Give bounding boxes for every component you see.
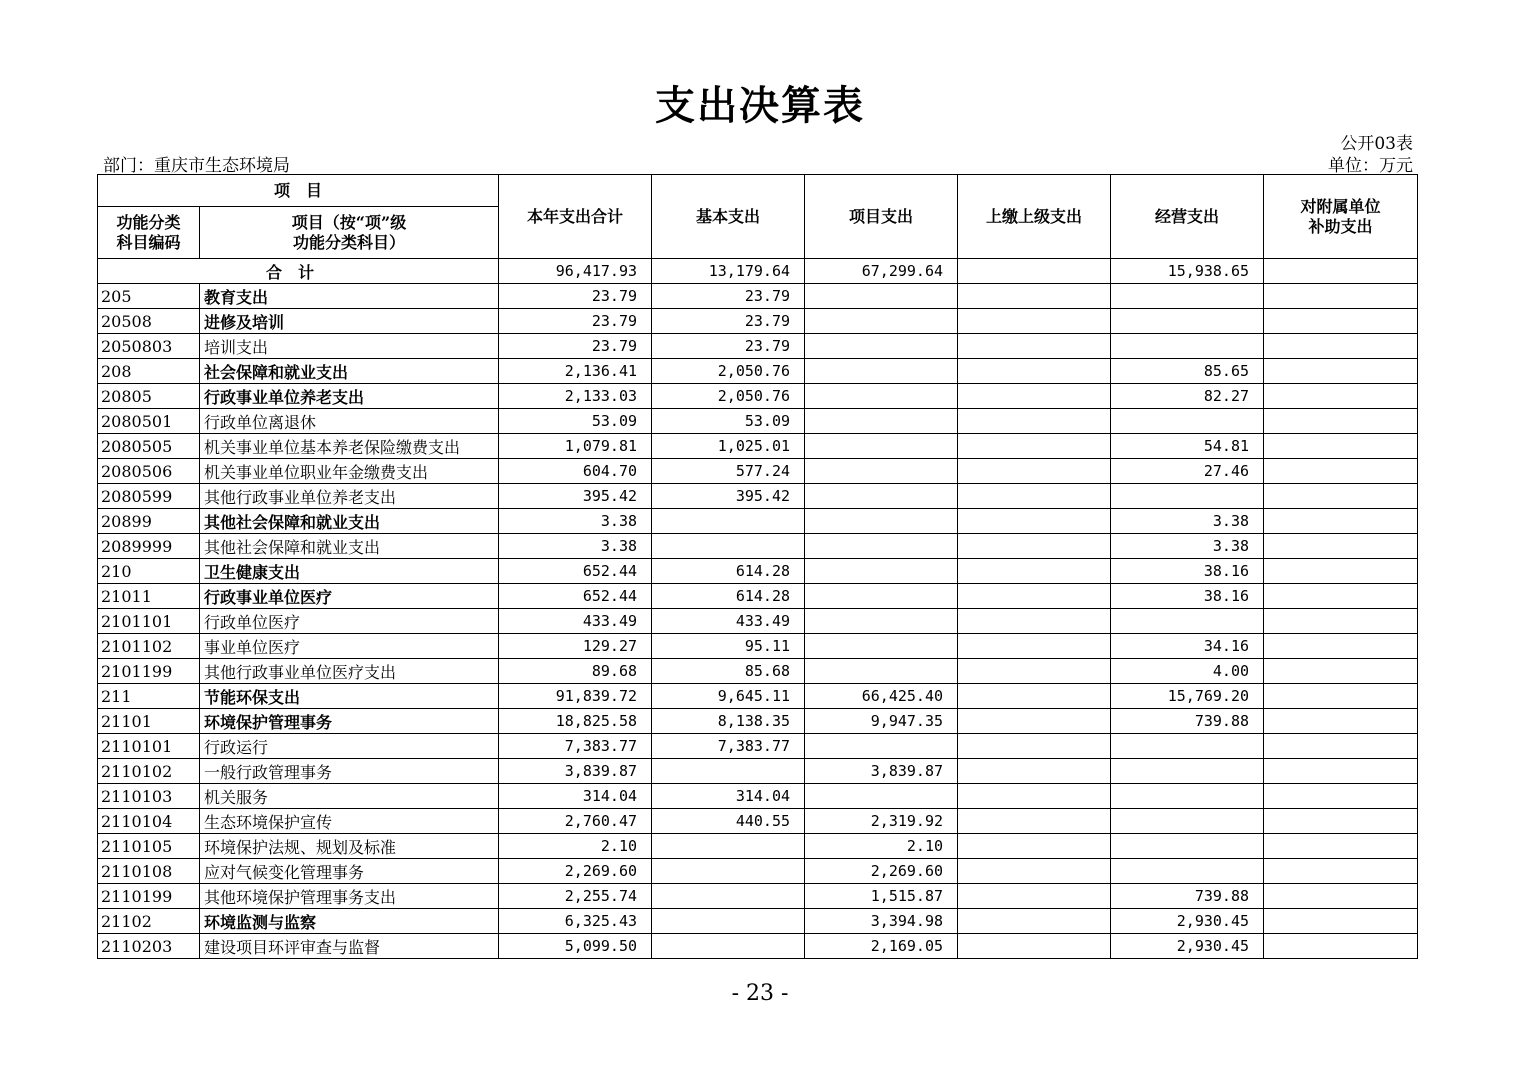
row-project: 66,425.40 [805, 684, 958, 709]
row-operating [1111, 309, 1264, 334]
row-name: 其他社会保障和就业支出 [200, 534, 499, 559]
row-upper [958, 809, 1111, 834]
row-name: 建设项目环评审查与监督 [200, 934, 499, 959]
row-project: 3,394.98 [805, 909, 958, 934]
row-basic: 8,138.35 [652, 709, 805, 734]
row-project: 2,269.60 [805, 859, 958, 884]
row-operating: 3.38 [1111, 509, 1264, 534]
row-upper [958, 359, 1111, 384]
row-operating: 739.88 [1111, 884, 1264, 909]
row-total: 18,825.58 [499, 709, 652, 734]
row-basic: 614.28 [652, 584, 805, 609]
table-row [98, 384, 1418, 409]
row-project [805, 409, 958, 434]
table-row [98, 659, 1418, 684]
row-upper [958, 859, 1111, 884]
row-total: 3.38 [499, 509, 652, 534]
row-upper [958, 484, 1111, 509]
row-operating: 27.46 [1111, 459, 1264, 484]
row-code: 2050803 [98, 334, 200, 359]
header-project: 项目支出 [805, 175, 958, 259]
row-code: 205 [98, 284, 200, 309]
row-project: 9,947.35 [805, 709, 958, 734]
header-operating: 经营支出 [1111, 175, 1264, 259]
row-project [805, 309, 958, 334]
row-subsidy [1264, 484, 1418, 509]
form-number: 公开03表 [1340, 134, 1413, 154]
row-total: 91,839.72 [499, 684, 652, 709]
row-name: 行政单位医疗 [200, 609, 499, 634]
table-row [98, 759, 1418, 784]
row-basic: 433.49 [652, 609, 805, 634]
row-subsidy [1264, 909, 1418, 934]
row-project [805, 734, 958, 759]
row-project: 2,319.92 [805, 809, 958, 834]
header-subsidy: 对附属单位 补助支出 [1264, 175, 1418, 259]
row-project [805, 284, 958, 309]
row-subsidy [1264, 534, 1418, 559]
total-total: 96,417.93 [499, 259, 652, 284]
row-operating: 3.38 [1111, 534, 1264, 559]
row-total: 2,269.60 [499, 859, 652, 884]
row-upper [958, 934, 1111, 959]
row-basic: 23.79 [652, 334, 805, 359]
header-total: 本年支出合计 [499, 175, 652, 259]
row-subsidy [1264, 859, 1418, 884]
row-operating [1111, 409, 1264, 434]
row-basic [652, 509, 805, 534]
row-upper [958, 409, 1111, 434]
table-row [98, 684, 1418, 709]
table-row [98, 709, 1418, 734]
total-basic: 13,179.64 [652, 259, 805, 284]
table-row [98, 934, 1418, 959]
row-project: 2,169.05 [805, 934, 958, 959]
row-code: 2089999 [98, 534, 200, 559]
row-total: 2,255.74 [499, 884, 652, 909]
row-basic: 395.42 [652, 484, 805, 509]
row-operating [1111, 784, 1264, 809]
row-name: 培训支出 [200, 334, 499, 359]
row-project: 2.10 [805, 834, 958, 859]
row-operating [1111, 859, 1264, 884]
unit-label: 单位：万元 [1328, 156, 1413, 176]
row-basic: 53.09 [652, 409, 805, 434]
row-name: 进修及培训 [200, 309, 499, 334]
row-project [805, 634, 958, 659]
row-total: 129.27 [499, 634, 652, 659]
row-code: 2080501 [98, 409, 200, 434]
row-total: 652.44 [499, 559, 652, 584]
row-code: 2110108 [98, 859, 200, 884]
row-total: 2,760.47 [499, 809, 652, 834]
row-code: 2101102 [98, 634, 200, 659]
row-subsidy [1264, 309, 1418, 334]
row-subsidy [1264, 284, 1418, 309]
row-code: 20899 [98, 509, 200, 534]
row-basic: 95.11 [652, 634, 805, 659]
row-subsidy [1264, 459, 1418, 484]
row-upper [958, 534, 1111, 559]
row-total: 23.79 [499, 284, 652, 309]
row-subsidy [1264, 684, 1418, 709]
row-subsidy [1264, 734, 1418, 759]
row-upper [958, 784, 1111, 809]
row-total: 5,099.50 [499, 934, 652, 959]
row-name: 行政事业单位医疗 [200, 584, 499, 609]
row-basic: 577.24 [652, 459, 805, 484]
row-subsidy [1264, 559, 1418, 584]
row-upper [958, 884, 1111, 909]
row-operating [1111, 484, 1264, 509]
total-project: 67,299.64 [805, 259, 958, 284]
row-total: 2,133.03 [499, 384, 652, 409]
row-total: 2,136.41 [499, 359, 652, 384]
row-code: 2110199 [98, 884, 200, 909]
row-project [805, 509, 958, 534]
row-total: 23.79 [499, 334, 652, 359]
row-project [805, 434, 958, 459]
row-total: 604.70 [499, 459, 652, 484]
row-subsidy [1264, 509, 1418, 534]
row-code: 2101101 [98, 609, 200, 634]
row-total: 3,839.87 [499, 759, 652, 784]
row-project [805, 359, 958, 384]
row-total: 7,383.77 [499, 734, 652, 759]
row-total: 23.79 [499, 309, 652, 334]
row-operating [1111, 334, 1264, 359]
row-operating [1111, 284, 1264, 309]
row-name: 行政运行 [200, 734, 499, 759]
row-name: 机关事业单位基本养老保险缴费支出 [200, 434, 499, 459]
table-row [98, 434, 1418, 459]
row-upper [958, 634, 1111, 659]
row-project [805, 609, 958, 634]
row-subsidy [1264, 884, 1418, 909]
row-name: 环境监测与监察 [200, 909, 499, 934]
table-row [98, 509, 1418, 534]
row-subsidy [1264, 784, 1418, 809]
row-subsidy [1264, 634, 1418, 659]
row-subsidy [1264, 584, 1418, 609]
row-name: 其他行政事业单位医疗支出 [200, 659, 499, 684]
row-name: 事业单位医疗 [200, 634, 499, 659]
row-total: 314.04 [499, 784, 652, 809]
row-operating [1111, 759, 1264, 784]
row-project [805, 584, 958, 609]
row-basic: 440.55 [652, 809, 805, 834]
table-row [98, 609, 1418, 634]
row-name: 行政单位离退休 [200, 409, 499, 434]
row-name: 应对气候变化管理事务 [200, 859, 499, 884]
row-code: 21101 [98, 709, 200, 734]
row-upper [958, 284, 1111, 309]
row-total: 2.10 [499, 834, 652, 859]
row-name: 其他行政事业单位养老支出 [200, 484, 499, 509]
row-upper [958, 334, 1111, 359]
row-code: 2110203 [98, 934, 200, 959]
row-operating: 34.16 [1111, 634, 1264, 659]
row-subsidy [1264, 709, 1418, 734]
table-row [98, 284, 1418, 309]
row-upper [958, 909, 1111, 934]
row-project: 1,515.87 [805, 884, 958, 909]
row-operating [1111, 609, 1264, 634]
row-operating [1111, 809, 1264, 834]
row-code: 21011 [98, 584, 200, 609]
row-upper [958, 459, 1111, 484]
total-label: 合计 [98, 259, 499, 284]
table-row [98, 584, 1418, 609]
row-code: 2110104 [98, 809, 200, 834]
row-code: 2110101 [98, 734, 200, 759]
row-name: 其他环境保护管理事务支出 [200, 884, 499, 909]
row-operating: 38.16 [1111, 559, 1264, 584]
table-row [98, 834, 1418, 859]
total-subsidy [1264, 259, 1418, 284]
row-subsidy [1264, 334, 1418, 359]
row-basic: 614.28 [652, 559, 805, 584]
row-operating: 15,769.20 [1111, 684, 1264, 709]
row-basic: 2,050.76 [652, 384, 805, 409]
row-upper [958, 659, 1111, 684]
header-code: 功能分类 科目编码 [98, 207, 200, 259]
header-upper: 上缴上级支出 [958, 175, 1111, 259]
row-basic: 314.04 [652, 784, 805, 809]
row-basic [652, 759, 805, 784]
row-upper [958, 584, 1111, 609]
row-name: 机关事业单位职业年金缴费支出 [200, 459, 499, 484]
row-basic [652, 534, 805, 559]
table-row [98, 784, 1418, 809]
row-operating: 38.16 [1111, 584, 1264, 609]
row-operating: 2,930.45 [1111, 909, 1264, 934]
row-basic: 7,383.77 [652, 734, 805, 759]
row-basic: 23.79 [652, 284, 805, 309]
table-row [98, 359, 1418, 384]
row-name: 环境保护管理事务 [200, 709, 499, 734]
table-row [98, 484, 1418, 509]
row-project [805, 484, 958, 509]
row-operating: 54.81 [1111, 434, 1264, 459]
row-upper [958, 509, 1111, 534]
row-name: 社会保障和就业支出 [200, 359, 499, 384]
page-title: 支出决算表 [655, 82, 865, 129]
row-upper [958, 684, 1111, 709]
row-basic: 85.68 [652, 659, 805, 684]
row-name: 卫生健康支出 [200, 559, 499, 584]
table-row [98, 409, 1418, 434]
row-name: 其他社会保障和就业支出 [200, 509, 499, 534]
row-basic [652, 884, 805, 909]
header-basic: 基本支出 [652, 175, 805, 259]
row-total: 89.68 [499, 659, 652, 684]
table-row [98, 859, 1418, 884]
row-project [805, 384, 958, 409]
row-name: 机关服务 [200, 784, 499, 809]
row-operating [1111, 734, 1264, 759]
row-basic [652, 859, 805, 884]
table-row [98, 809, 1418, 834]
header-item: 项 目 [98, 175, 499, 207]
row-basic: 2,050.76 [652, 359, 805, 384]
row-name: 行政事业单位养老支出 [200, 384, 499, 409]
row-code: 20805 [98, 384, 200, 409]
row-basic: 1,025.01 [652, 434, 805, 459]
row-project: 3,839.87 [805, 759, 958, 784]
row-project [805, 784, 958, 809]
expenditure-table [97, 174, 1418, 959]
row-basic: 23.79 [652, 309, 805, 334]
row-code: 210 [98, 559, 200, 584]
row-upper [958, 834, 1111, 859]
row-code: 211 [98, 684, 200, 709]
row-basic: 9,645.11 [652, 684, 805, 709]
row-upper [958, 759, 1111, 784]
row-name: 一般行政管理事务 [200, 759, 499, 784]
row-project [805, 334, 958, 359]
table-row [98, 559, 1418, 584]
table-row [98, 909, 1418, 934]
table-row [98, 884, 1418, 909]
row-code: 2110102 [98, 759, 200, 784]
row-basic [652, 934, 805, 959]
row-code: 2080599 [98, 484, 200, 509]
row-operating: 739.88 [1111, 709, 1264, 734]
page-number: - 23 - [731, 981, 789, 1006]
row-operating: 2,930.45 [1111, 934, 1264, 959]
row-code: 2110105 [98, 834, 200, 859]
total-upper [958, 259, 1111, 284]
row-upper [958, 709, 1111, 734]
row-total: 395.42 [499, 484, 652, 509]
row-name: 节能环保支出 [200, 684, 499, 709]
table-row [98, 334, 1418, 359]
table-row [98, 459, 1418, 484]
row-project [805, 659, 958, 684]
total-row [98, 259, 1418, 284]
row-subsidy [1264, 934, 1418, 959]
row-code: 2110103 [98, 784, 200, 809]
row-code: 2101199 [98, 659, 200, 684]
row-subsidy [1264, 834, 1418, 859]
row-project [805, 534, 958, 559]
table-row [98, 534, 1418, 559]
row-project [805, 559, 958, 584]
row-name: 环境保护法规、规划及标准 [200, 834, 499, 859]
table-row [98, 734, 1418, 759]
row-total: 53.09 [499, 409, 652, 434]
row-basic [652, 909, 805, 934]
row-subsidy [1264, 609, 1418, 634]
row-operating [1111, 834, 1264, 859]
row-code: 20508 [98, 309, 200, 334]
table-row [98, 309, 1418, 334]
row-project [805, 459, 958, 484]
department-label: 部门：重庆市生态环境局 [103, 156, 290, 176]
row-code: 2080505 [98, 434, 200, 459]
row-subsidy [1264, 809, 1418, 834]
row-subsidy [1264, 359, 1418, 384]
table-row [98, 634, 1418, 659]
row-total: 1,079.81 [499, 434, 652, 459]
row-upper [958, 434, 1111, 459]
row-basic [652, 834, 805, 859]
row-code: 2080506 [98, 459, 200, 484]
row-subsidy [1264, 409, 1418, 434]
row-upper [958, 559, 1111, 584]
row-total: 6,325.43 [499, 909, 652, 934]
row-total: 652.44 [499, 584, 652, 609]
row-subsidy [1264, 384, 1418, 409]
row-subsidy [1264, 434, 1418, 459]
row-operating: 4.00 [1111, 659, 1264, 684]
row-upper [958, 384, 1111, 409]
total-operating: 15,938.65 [1111, 259, 1264, 284]
row-total: 433.49 [499, 609, 652, 634]
row-upper [958, 734, 1111, 759]
row-subsidy [1264, 659, 1418, 684]
row-operating: 82.27 [1111, 384, 1264, 409]
header-name: 项目（按“项”级 功能分类科目） [200, 207, 499, 259]
row-upper [958, 609, 1111, 634]
row-subsidy [1264, 759, 1418, 784]
row-name: 生态环境保护宣传 [200, 809, 499, 834]
row-total: 3.38 [499, 534, 652, 559]
row-code: 208 [98, 359, 200, 384]
row-upper [958, 309, 1111, 334]
row-name: 教育支出 [200, 284, 499, 309]
row-code: 21102 [98, 909, 200, 934]
row-operating: 85.65 [1111, 359, 1264, 384]
